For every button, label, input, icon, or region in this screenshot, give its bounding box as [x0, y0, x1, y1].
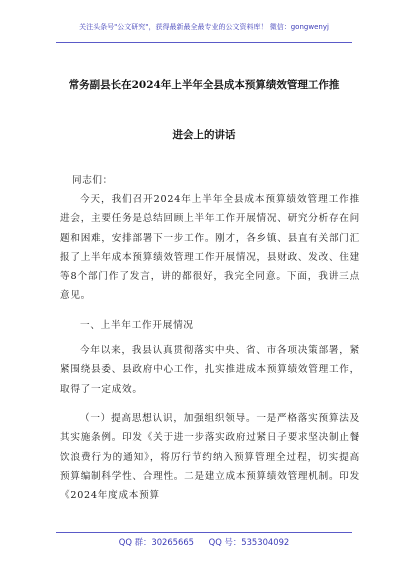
section-heading-1: 一、上半年工作开展情况: [80, 320, 194, 331]
footer-qq-number: QQ 号：535304092: [208, 537, 290, 547]
footer-qq-group: QQ 群：30265665: [118, 537, 194, 547]
header-banner: 关注头条号"公文研究"，获得最新最全最专业的公文资料库！ 微信：gongwenyj: [79, 23, 329, 31]
document-title-line-2: 进会上的讲话: [172, 129, 236, 141]
footer-divider: [56, 532, 352, 533]
footer-contact: [56, 536, 352, 548]
paragraph-intro: 今天，我们召开2024年上半年全县成本预算绩效管理工作推进会，主要任务是总结回顾上半年工作开展情况、研究分析存在问题和困难，安排部署下一步工作。刚才，各乡镇、县直有关部门汇报了上半年成本预算绩效管理工作开展情况，县财政、发改、住建等8个部门作了发言，讲的都很好，我完全同意。下面，我讲三点意见。: [60, 194, 360, 302]
header-divider: [56, 42, 352, 43]
document-title-line-1: 常务副县长在2024年上半年全县成本预算绩效管理工作推: [68, 79, 340, 91]
paragraph-section-1: 今年以来，我县认真贯彻落实中央、省、市各项决策部署，紧紧围绕县委、县政府中心工作，扎实推进成本预算绩效管理工作，取得了一定成效。: [60, 345, 360, 395]
salutation: 同志们：: [72, 175, 113, 186]
paragraph-subsection-1: （一）提高思想认识，加强组织领导。一是严格落实预算法及其实施条例。印发《关于进一步落实政府过紧日子要求坚决制止餐饮浪费行为的通知》，将厉行节约纳入预算管理全过程，切实提高预算编制科学性、合理性。二是建立成本预算绩效管理机制。印发《2024年度成本预算: [60, 413, 360, 502]
